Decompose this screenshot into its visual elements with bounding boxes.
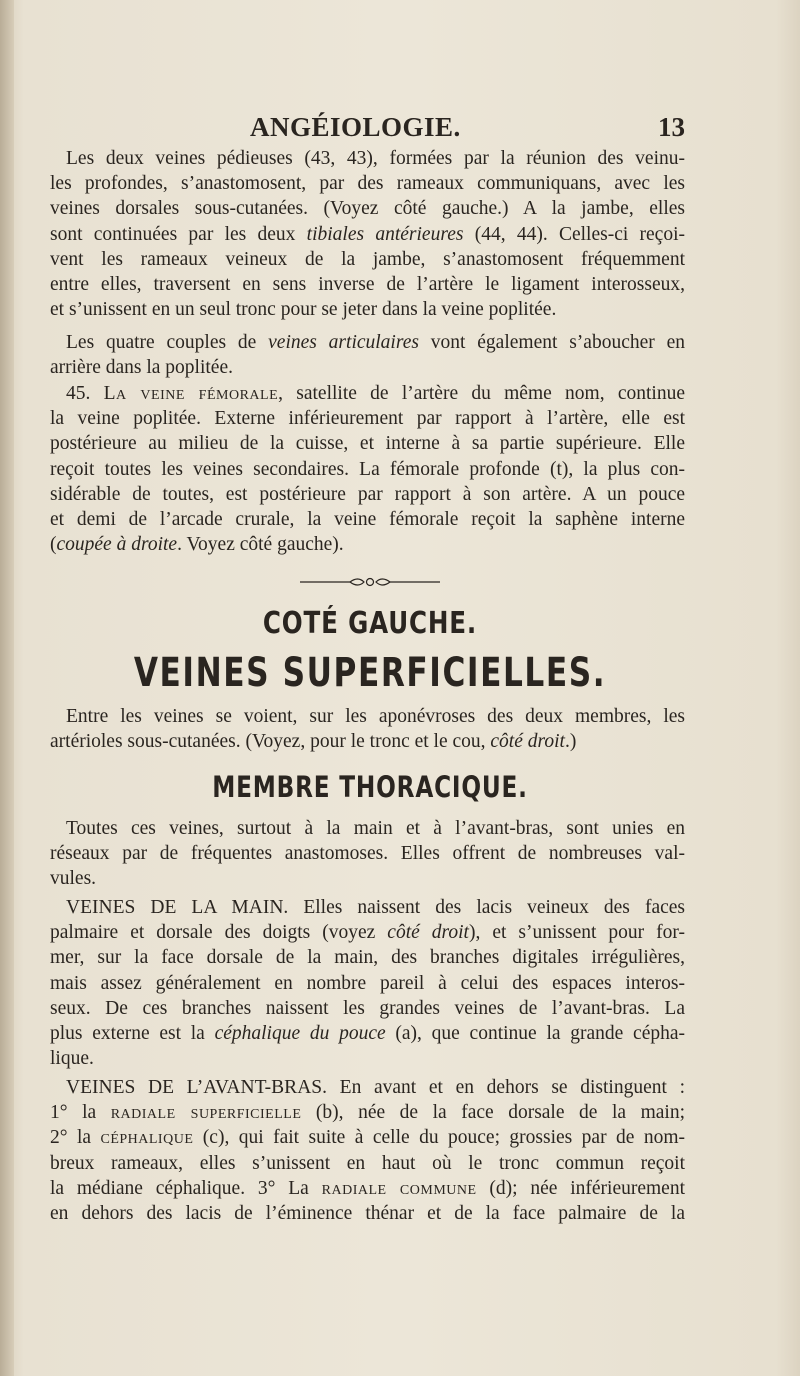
text-line: les profondes, s’anastomosent, par des rameaux communiquans, avec les: [50, 173, 685, 195]
text-line: en dehors des lacis de l’éminence thénar et de la face palmaire de la: [50, 1202, 685, 1224]
text-line: 1° la radiale superficielle (b), née de la face dorsale de la main;: [50, 1102, 685, 1124]
text-line: mais assez généralement en nombre pareil à celui des espaces interos-: [50, 972, 685, 994]
text-line: la médiane céphalique. 3° La radiale commune (d); née inférieurement: [50, 1177, 685, 1199]
running-title: ANGÉIOLOGIE.: [250, 112, 461, 142]
page-number: 13: [658, 112, 685, 142]
text-line: lique.: [50, 1048, 94, 1070]
paragraph-arterioles: [50, 704, 685, 754]
paragraph-veine-femorale: [50, 381, 685, 557]
paragraph-veines-articulaires: [50, 330, 685, 380]
text-line: breux rameaux, elles s’unissent en haut où le tronc commun reçoit: [50, 1152, 685, 1174]
text-line: 45. La veine fémorale, satellite de l’artère du même nom, continue: [66, 383, 685, 404]
text-line: artérioles sous-cutanées. (Voyez, pour le tronc et le cou, côté droit.): [50, 731, 577, 753]
text-line: 2° la céphalique (c), qui fait suite à celle du pouce; grossies par de nom-: [50, 1127, 685, 1149]
text-line: sidérable de toutes, est postérieure par rapport à son artère. A un pouce: [50, 483, 685, 505]
paragraph-veines-pedieuses: [50, 146, 685, 322]
ornament-divider: [300, 572, 440, 592]
text-line: et demi de l’arcade crurale, la veine fémorale reçoit la saphène interne: [50, 508, 685, 530]
heading-veines-superficielles: VEINES SUPERFICIELLES.: [133, 650, 607, 696]
text-line: (coupée à droite. Voyez côté gauche).: [50, 534, 344, 556]
page-binding-edge: [0, 0, 14, 1376]
text-line: sont continuées par les deux tibiales antérieures (44, 44). Celles-ci reçoi-: [50, 223, 685, 245]
text-line: et s’unissent en un seul tronc pour se jeter dans la veine poplitée.: [50, 299, 557, 321]
text-line: Les quatre couples de veines articulaires vont également s’aboucher en: [66, 332, 685, 353]
heading-membre-thoracique: MEMBRE THORACIQUE.: [212, 770, 528, 804]
text-line: plus externe est la céphalique du pouce (a), que continue la grande cépha-: [50, 1022, 685, 1044]
text-line: vules.: [50, 868, 97, 890]
text-line: palmaire et dorsale des doigts (voyez côté droit), et s’unissent pour for-: [50, 922, 685, 944]
paragraph-veines-avant-bras: [50, 1075, 685, 1226]
text-line: Les deux veines pédieuses (43, 43), formées par la réunion des veinu-: [66, 148, 685, 169]
text-line: arrière dans la poplitée.: [50, 357, 233, 379]
heading-cote-gauche: COTÉ GAUCHE.: [262, 606, 478, 641]
text-line: Entre les veines se voient, sur les aponévroses des deux membres, les: [66, 706, 685, 727]
text-line: VEINES DE L’AVANT-BRAS. En avant et en dehors se distinguent :: [66, 1077, 685, 1098]
text-line: Toutes ces veines, surtout à la main et à l’avant-bras, sont unies en: [66, 818, 685, 839]
text-line: réseaux par de fréquentes anastomoses. Elles offrent de nombreuses val-: [50, 843, 685, 865]
text-line: seux. De ces branches naissent les grandes veines de l’avant-bras. La: [50, 997, 685, 1019]
paragraph-anastomoses: [50, 816, 685, 892]
text-line: reçoit toutes les veines secondaires. La fémorale profonde (t), la plus con-: [50, 458, 685, 480]
text-line: veines dorsales sous-cutanées. (Voyez côté gauche.) A la jambe, elles: [50, 198, 685, 220]
paragraph-veines-de-la-main: [50, 895, 685, 1071]
text-line: mer, sur la face dorsale de la main, des branches digitales irrégulières,: [50, 947, 685, 969]
text-line: entre elles, traversent en sens inverse de l’artère le ligament interosseux,: [50, 273, 685, 295]
text-line: la veine poplitée. Externe inférieurement par rapport à l’artère, elle est: [50, 408, 685, 430]
text-line: postérieure au milieu de la cuisse, et interne à sa partie supérieure. Elle: [50, 433, 685, 455]
text-line: vent les rameaux veineux de la jambe, s’anastomosent fréquemment: [50, 248, 685, 270]
text-line: VEINES DE LA MAIN. Elles naissent des lacis veineux des faces: [66, 897, 685, 918]
